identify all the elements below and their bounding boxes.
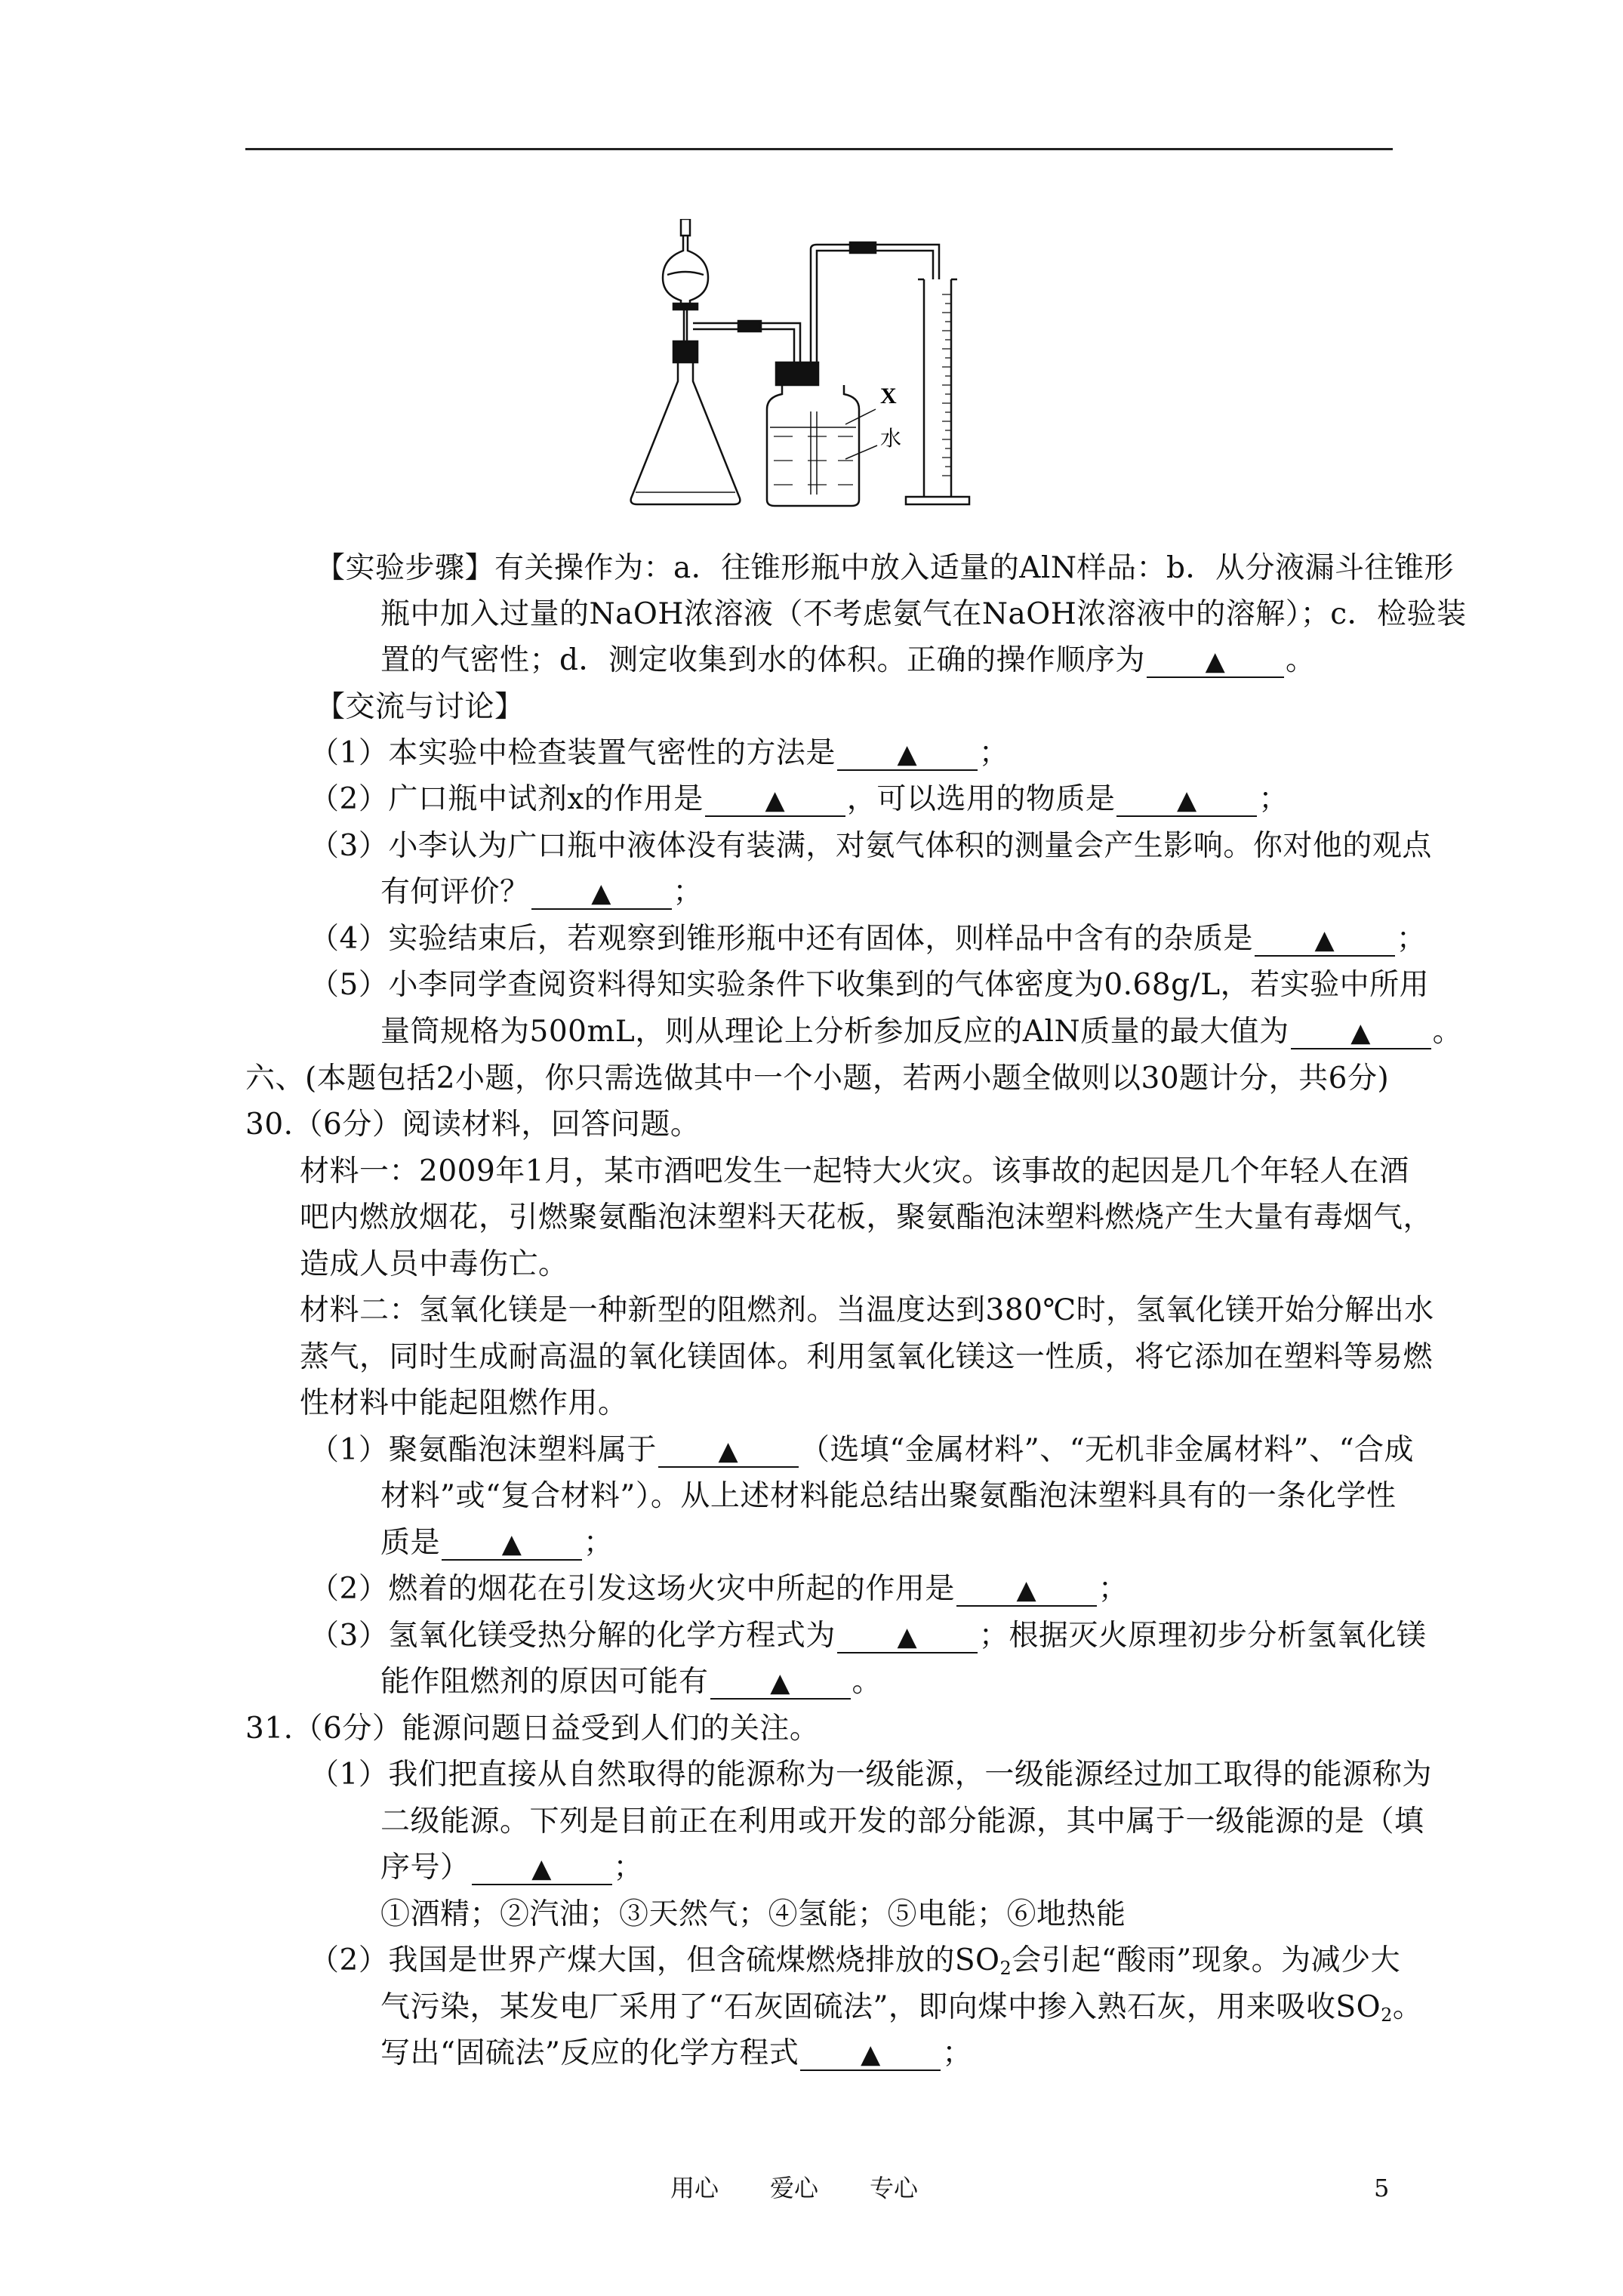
label-x: X xyxy=(880,384,897,408)
answer-blank[interactable]: ▲ xyxy=(705,784,845,817)
wide-mouth-bottle xyxy=(767,385,859,506)
footer-word-3: 专心 xyxy=(870,2174,919,2202)
q30-material-2-line-3: 性材料中能起阻燃作用。 xyxy=(300,1386,628,1420)
q31-p2-line-3: 写出“固硫法”反应的化学方程式 ▲ ； xyxy=(380,2036,972,2070)
answer-blank[interactable]: ▲ xyxy=(800,2039,941,2071)
q31-p1-line-2: 二级能源。下列是目前正在利用或开发的部分能源，其中属于一级能源的是（填 xyxy=(380,1804,1424,1838)
step-line-3: 置的气密性；d．测定收集到水的体积。正确的操作顺序为 ▲ 。 xyxy=(380,643,1316,677)
answer-blank[interactable]: ▲ xyxy=(1255,924,1395,957)
discussion-q1: （1）本实验中检查装置气密性的方法是 ▲ ； xyxy=(310,736,1009,770)
q31-p1-line-3: 序号） ▲ ； xyxy=(380,1851,644,1885)
q30-p3-line-1: （3）氢氧化镁受热分解的化学方程式为 ▲ ；根据灭火原理初步分析氢氧化镁 xyxy=(310,1619,1427,1653)
q30-material-1-line-2: 吧内燃放烟花，引燃聚氨酯泡沫塑料天花板，聚氨酯泡沫塑料燃烧产生大量有毒烟气， xyxy=(300,1200,1434,1234)
answer-blank[interactable]: ▲ xyxy=(1147,646,1284,678)
q31-p1-line-1: （1）我们把直接从自然取得的能源称为一级能源，一级能源经过加工取得的能源称为 xyxy=(310,1758,1432,1792)
step-line-1: 【实验步骤】有关操作为：a．往锥形瓶中放入适量的AlN样品：b．从分液漏斗往锥形 xyxy=(316,551,1454,585)
page-number: 5 xyxy=(1374,2174,1390,2202)
q31-p2-line-2: 气污染，某发电厂采用了“石灰固硫法”，即向煤中掺入熟石灰，用来吸收$SO_2$。 xyxy=(380,1990,1423,2026)
graduated-cylinder xyxy=(918,279,957,497)
header-rule xyxy=(245,148,1393,150)
step-line-2: 瓶中加入过量的NaOH浓溶液（不考虑氨气在NaOH浓溶液中的溶解）；c．检验装 xyxy=(380,597,1467,631)
q30-title: 30.（6分）阅读材料，回答问题。 xyxy=(245,1108,701,1142)
footer-word-2: 爱心 xyxy=(770,2174,819,2202)
answer-blank[interactable]: ▲ xyxy=(658,1435,799,1468)
answer-blank[interactable]: ▲ xyxy=(531,877,672,910)
answer-blank[interactable]: ▲ xyxy=(956,1574,1097,1607)
apparatus-figure xyxy=(619,219,1019,521)
answer-blank[interactable]: ▲ xyxy=(1291,1017,1431,1049)
discussion-q3-line-2: 有何评价？ ▲ ； xyxy=(380,875,704,909)
answer-blank[interactable]: ▲ xyxy=(837,1621,978,1653)
q30-p3-line-2: 能作阻燃剂的原因可能有 ▲ 。 xyxy=(380,1665,882,1699)
answer-blank[interactable]: ▲ xyxy=(1116,784,1257,817)
q30-p2: （2）燃着的烟花在引发这场火灾中所起的作用是 ▲ ； xyxy=(310,1572,1129,1606)
answer-blank[interactable]: ▲ xyxy=(837,738,978,771)
section-6-heading: 六、(本题包括2小题，你只需选做其中一个小题，若两小题全做则以30题计分，共6分) xyxy=(245,1062,1390,1096)
q30-material-2-line-1: 材料二：氢氧化镁是一种新型的阻燃剂。当温度达到380℃时，氢氧化镁开始分解出水 xyxy=(300,1293,1434,1327)
q30-p1-line-3: 质是 ▲ ； xyxy=(380,1526,614,1560)
q31-p2-line-1: （2）我国是世界产煤大国，但含硫煤燃烧排放的$SO_2$会引起“酸雨”现象。为减少大 xyxy=(310,1943,1401,1979)
discussion-q3-line-1: （3）小李认为广口瓶中液体没有装满，对氨气体积的测量会产生影响。你对他的观点 xyxy=(310,829,1432,863)
discussion-q5-line-1: （5）小李同学查阅资料得知实验条件下收集到的气体密度为0.68g/L，若实验中所用 xyxy=(310,968,1430,1002)
bottle-stopper xyxy=(776,362,818,385)
conical-flask xyxy=(631,362,741,504)
discussion-title: 【交流与讨论】 xyxy=(316,690,525,724)
q31-title: 31.（6分）能源问题日益受到人们的关注。 xyxy=(245,1712,820,1746)
answer-blank[interactable]: ▲ xyxy=(442,1528,582,1561)
answer-blank[interactable]: ▲ xyxy=(710,1667,851,1700)
flask-stopper xyxy=(673,341,698,362)
q30-material-1-line-3: 造成人员中毒伤亡。 xyxy=(300,1247,568,1281)
label-water: 水 xyxy=(880,426,902,451)
answer-blank[interactable]: ▲ xyxy=(472,1853,612,1885)
q30-material-2-line-2: 蒸气，同时生成耐高温的氧化镁固体。利用氢氧化镁这一性质，将它添加在塑料等易燃 xyxy=(300,1340,1434,1374)
q30-p1-line-1: （1）聚氨酯泡沫塑料属于 ▲ （选填“金属材料”、“无机非金属材料”、“合成 xyxy=(310,1433,1415,1467)
discussion-q4: （4）实验结束后，若观察到锥形瓶中还有固体，则样品中含有的杂质是 ▲ ； xyxy=(310,922,1427,956)
footer-word-1: 用心 xyxy=(670,2174,719,2202)
q30-p1-line-2: 材料”或“复合材料”）。从上述材料能总结出聚氨酯泡沫塑料具有的一条化学性 xyxy=(380,1479,1397,1513)
discussion-q5-line-2: 量筒规格为500mL，则从理论上分析参加反应的AlN质量的最大值为 ▲ 。 xyxy=(380,1015,1463,1049)
q30-material-1-line-1: 材料一：2009年1月，某市酒吧发生一起特大火灾。该事故的起因是几个年轻人在酒 xyxy=(300,1154,1409,1188)
q31-p1-options: ①酒精；②汽油；③天然气；④氢能；⑤电能；⑥地热能 xyxy=(380,1897,1126,1931)
discussion-q2: （2）广口瓶中试剂x的作用是 ▲ ，可以选用的物质是 ▲ ； xyxy=(310,782,1289,816)
